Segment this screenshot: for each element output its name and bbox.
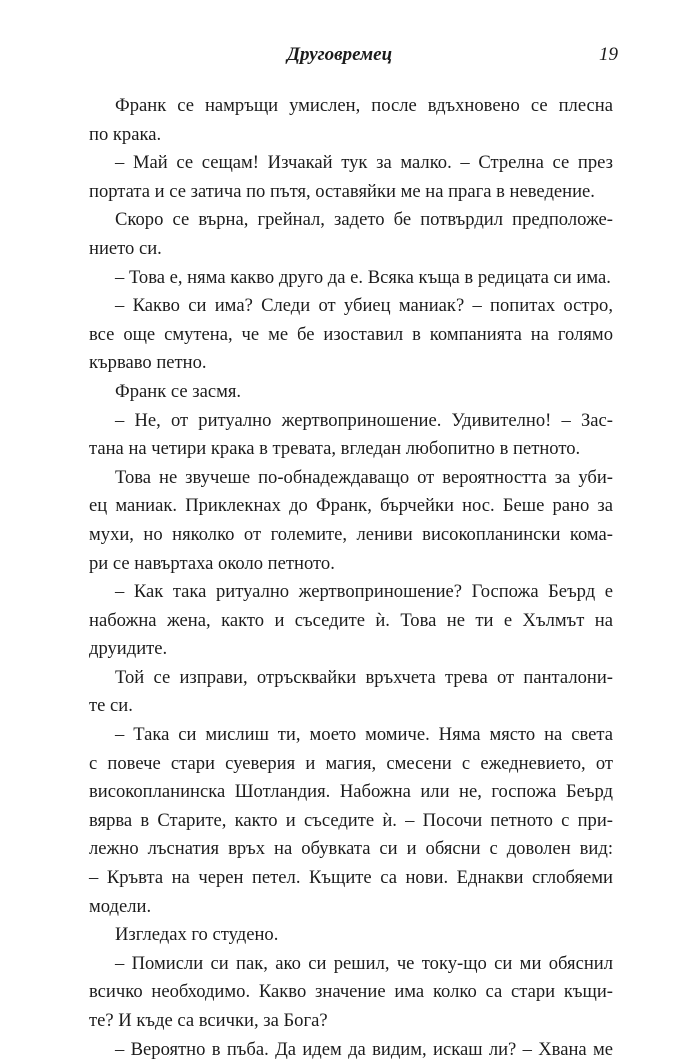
text-line: друидите.	[89, 638, 168, 660]
text-line: – Така си мислиш ти, моето момиче. Няма място на света	[115, 724, 613, 746]
page-number: 19	[599, 44, 618, 65]
text-line: набожна жена, както и съседите ѝ. Това не ти е Хълмът на	[89, 609, 613, 631]
text-line: вярва в Старите, както и съседите ѝ. – Посочи петното с при-	[89, 809, 613, 831]
text-line: високопланинска Шотландия. Набожна или не, госпожа Беърд	[89, 781, 613, 803]
text-line: – Не, от ритуално жертвоприношение. Удивително! – Зас-	[115, 409, 613, 431]
text-line: – Май се сещам! Изчакай тук за малко. – Стрелна се през	[115, 152, 613, 174]
text-line: – Това е, няма какво друго да е. Всяка къща в редицата си има.	[115, 266, 611, 288]
text-line: – Вероятно в пъба. Да идем да видим, искаш ли? – Хвана ме	[115, 1038, 613, 1060]
text-line: портата и се затича по пътя, оставяйки ме на прага в неведение.	[89, 180, 595, 202]
text-line: Това не звучеше по-обнадеждаващо от вероятността за уби-	[115, 466, 613, 488]
body-text	[89, 92, 613, 1064]
text-line: ец маниак. Приклекнах до Франк, бърчейки нос. Беше рано за	[89, 495, 613, 517]
text-line: мухи, но няколко от големите, лениви високопланински кома-	[89, 523, 613, 545]
text-line: все още смутена, че ме бе изоставил в компанията на голямо	[89, 323, 613, 345]
text-line: по крака.	[89, 123, 162, 145]
text-line: модели.	[89, 895, 152, 917]
text-line: Франк се намръщи умислен, после вдъхновено се плесна	[115, 95, 613, 116]
text-line: нието си.	[89, 237, 162, 259]
text-line: лежно лъснатия връх на обувката си и обясни с доволен вид:	[89, 838, 613, 860]
text-line: Скоро се върна, грейнал, задето бе потвърдил предположе-	[115, 209, 613, 231]
text-line: всичко необходимо. Какво значение има колко са стари къщи-	[89, 981, 613, 1003]
text-line: – Как така ритуално жертвоприношение? Госпожа Беърд е	[115, 581, 613, 603]
text-line: Франк се засмя.	[115, 380, 242, 402]
text-line: Той се изправи, отръсквайки връхчета трева от панталони-	[115, 666, 613, 688]
text-line: те? И къде са всички, за Бога?	[89, 1010, 328, 1031]
text-line: – Какво си има? Следи от убиец маниак? – попитах остро,	[115, 295, 613, 317]
running-header	[0, 44, 700, 74]
book-title: Друговремец	[287, 44, 393, 65]
text-line: Изгледах го студено.	[115, 924, 279, 946]
text-line: – Помисли си пак, ако си решил, че току-що си ми обяснил	[115, 952, 613, 974]
text-line: те си.	[89, 695, 133, 717]
text-line: тана на четири крака в тревата, вгледан любопитно в петното.	[89, 438, 581, 460]
text-line: – Кръвта на черен петел. Къщите са нови. Еднакви сглобяеми	[89, 867, 613, 889]
text-line: кърваво петно.	[89, 352, 207, 374]
text-line: с повече стари суеверия и магия, смесени с ежедневието, от	[89, 752, 613, 774]
text-line: ри се навъртаха около петното.	[89, 552, 335, 574]
